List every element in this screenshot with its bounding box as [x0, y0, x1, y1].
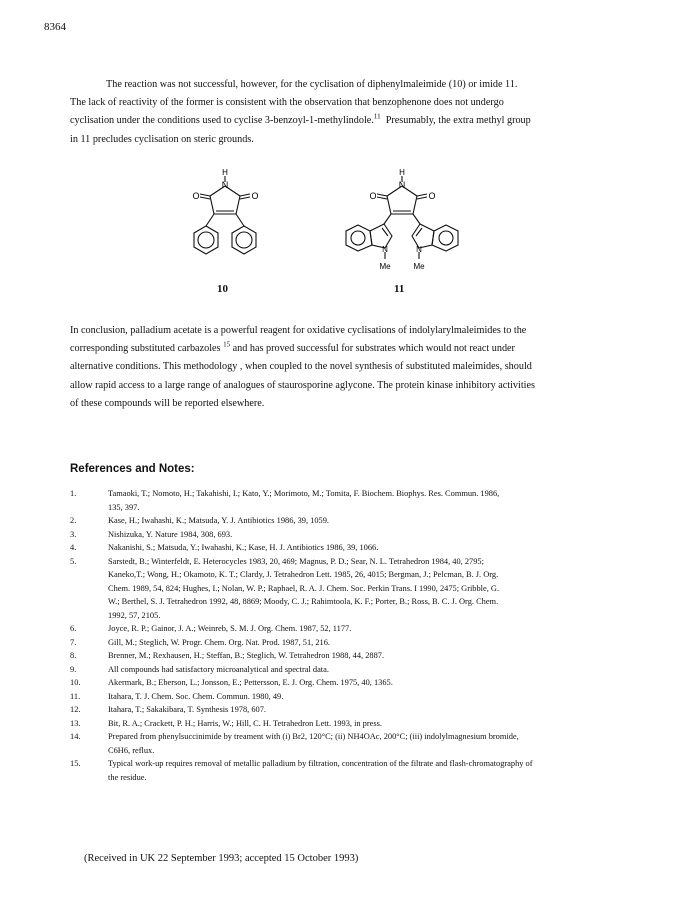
reference-number: 10.: [70, 678, 81, 687]
s10-o-left: O: [192, 191, 200, 201]
reference-line: W.; Berthel, S. J. Tetrahedron 1992, 48, 8869; Moody, C. J.; Rahimtoola, K. F.; Porter, B.; Ross, B. C. J. Org. Chem.: [108, 597, 499, 606]
reference-text: [108, 730, 630, 757]
footnote-ref-15: 15: [223, 340, 231, 349]
s10-o-right: O: [251, 191, 259, 201]
reference-text: [108, 487, 630, 514]
reference-line: C6H6, reflux.: [108, 745, 155, 755]
structure-11: [322, 168, 482, 278]
reference-item: [70, 622, 630, 636]
reference-line: the residue.: [108, 772, 147, 782]
reference-text: [108, 636, 630, 650]
reference-line: Kase, H.; Iwahashi, K.; Matsuda, Y. J. Antibiotics 1986, 39, 1059.: [108, 516, 329, 525]
reference-line: All compounds had satisfactory microanalytical and spectral data.: [108, 664, 329, 674]
reference-line: Itahara, T.; Sakakibara, T. Synthesis 1978, 607.: [108, 705, 267, 714]
s11-h-atom: H: [399, 168, 405, 177]
references-list: [70, 487, 630, 784]
p1-line-3-text: cyclisation under the conditions used to cyclise 3-benzoyl-1-methylindole.: [70, 115, 374, 127]
reference-line: Nishizuka, Y. Nature 1984, 308, 693.: [108, 529, 233, 539]
reference-line: 1992, 57, 2105.: [108, 610, 161, 620]
reference-text: [108, 663, 630, 677]
p1-line-4: in 11 precludes cyclisation on steric grounds.: [70, 133, 254, 145]
reference-number: 5.: [70, 556, 77, 566]
reference-item: [70, 555, 630, 623]
reference-line: Sarstedt, B.; Winterfeldt, E. Heterocycles 1983, 20, 469; Magnus, P. D.; Sear, N. L. Tetrahedron 1984, 40, 2795;: [108, 556, 484, 566]
p1-line-1: The reaction was not successful, however, for the cyclisation of diphenylmaleimide (10) or imide 11.: [106, 79, 518, 90]
p2-line-2-tail: and has proved successful for substrates which would not react under: [232, 343, 515, 355]
paragraph-2: [70, 322, 614, 413]
reference-text: [108, 622, 630, 636]
reference-line: Prepared from phenylsuccinimide by treament with (i) Br2, 120°C; (ii) NH4OAc, 200°C; (iii) indolylmagnesium bromide,: [108, 732, 519, 741]
reference-number: 4.: [70, 543, 77, 552]
reference-item: [70, 649, 630, 663]
reference-line: Chem. 1989, 54, 824; Hughes, I.; Nolan, W. P.; Raphael, R. A. J. Chem. Soc. Perkin Trans. I 1990, 2475; Gribble, G.: [108, 583, 500, 593]
structure-10: [170, 168, 280, 273]
footnote-ref-11: 11: [373, 113, 381, 122]
s11-o-left: O: [369, 191, 377, 201]
reference-line: 135, 397.: [108, 502, 140, 512]
s10-n-atom: N: [221, 180, 229, 190]
reference-line: Itahara, T. J. Chem. Soc. Chem. Commun. 1980, 49.: [108, 691, 284, 701]
reference-number: 11.: [70, 691, 81, 701]
reference-item: [70, 730, 630, 757]
p2-line-3: alternative conditions. This methodology , when coupled to the novel synthesis of substituted maleimides, should: [70, 361, 532, 373]
p2-line-2: [70, 340, 614, 358]
s11-n-right: N: [416, 245, 422, 254]
reference-line: Joyce, R. P.; Gainor, J. A.; Weinreb, S. M. J. Org. Chem. 1987, 52, 1177.: [108, 624, 352, 633]
p1-line-2: The lack of reactivity of the former is consistent with the observation that benzophenone does not undergo: [70, 97, 504, 109]
reference-text: [108, 690, 630, 704]
reference-number: 8.: [70, 651, 77, 660]
reference-line: Akermark, B.; Eberson, L.; Jonsson, E.; Pettersson, E. J. Org. Chem. 1975, 40, 1365.: [108, 678, 393, 687]
reference-number: 2.: [70, 516, 77, 525]
s11-me-right: Me: [413, 262, 425, 271]
references-heading: References and Notes:: [70, 463, 195, 475]
reference-number: 1.: [70, 489, 77, 498]
reference-line: Nakanishi, S.; Matsuda, Y.; Iwahashi, K.; Kase, H. J. Antibiotics 1986, 39, 1066.: [108, 543, 379, 552]
s11-o-right: O: [428, 191, 436, 201]
reference-item: [70, 528, 630, 542]
reference-text: [108, 649, 630, 663]
reference-item: [70, 703, 630, 717]
p1-line-3: [70, 112, 614, 130]
reference-text: [108, 541, 630, 555]
reference-number: 14.: [70, 732, 81, 741]
s11-n-left: N: [382, 245, 388, 254]
p2-line-5: of these compounds will be reported elsewhere.: [70, 397, 265, 409]
reference-number: 13.: [70, 718, 81, 728]
paragraph-1: [70, 76, 614, 149]
reference-number: 12.: [70, 705, 81, 714]
reference-text: [108, 703, 630, 717]
reference-line: Gill, M.; Steglich, W. Progr. Chem. Org. Nat. Prod. 1987, 51, 216.: [108, 637, 331, 647]
s11-n-atom: N: [398, 180, 406, 190]
reference-line: Typical work-up requires removal of metallic palladium by filtration, concentration of the filtrate and flash-chromatography of: [108, 759, 533, 768]
reference-number: 6.: [70, 624, 77, 633]
reference-number: 9.: [70, 664, 77, 674]
reference-item: [70, 676, 630, 690]
p2-line-2-text: corresponding substituted carbazoles: [70, 343, 221, 355]
s11-me-left: Me: [379, 262, 391, 271]
reference-line: Kaneko,T.; Wong, H.; Okamoto, K. T.; Clardy, J. Tetrahedron Lett. 1985, 26, 4015; Bergman, J.; Pelcman, B. J. Org.: [108, 570, 499, 579]
reference-text: [108, 757, 630, 784]
reference-line: Tamaoki, T.; Nomoto, H.; Takahishi, I.; Kato, Y.; Morimoto, M.; Tomita, F. Biochem. Biophys. Res. Commun. 1986,: [108, 489, 500, 498]
reference-number: 15.: [70, 759, 81, 768]
compound-label-11: 11: [394, 283, 405, 295]
reference-item: [70, 541, 630, 555]
s10-h-atom: H: [222, 168, 228, 177]
reference-text: [108, 676, 630, 690]
p2-line-4: allow rapid access to a large range of analogues of staurosporine aglycone. The protein kinase inhibitory activities: [70, 379, 535, 391]
reference-item: [70, 663, 630, 677]
reference-line: Bit, R. A.; Crackett, P. H.; Harris, W.; Hill, C. H. Tetrahedron Lett. 1993, in press.: [108, 718, 382, 728]
reference-number: 7.: [70, 637, 77, 647]
reference-item: [70, 514, 630, 528]
reference-item: [70, 717, 630, 731]
reference-line: Brenner, M.; Rexhausen, H.; Steffan, B.; Steglich, W. Tetrahedron 1988, 44, 2887.: [108, 651, 385, 660]
compound-label-10: 10: [217, 283, 228, 295]
reference-item: [70, 487, 630, 514]
p1-line-3-tail: Presumably, the extra methyl group: [385, 115, 531, 127]
received-note: (Received in UK 22 September 1993; accepted 15 October 1993): [84, 853, 359, 864]
reference-item: [70, 690, 630, 704]
reference-number: 3.: [70, 529, 77, 539]
reference-item: [70, 757, 630, 784]
reference-text: [108, 717, 630, 731]
reference-text: [108, 555, 630, 623]
reference-text: [108, 514, 630, 528]
reference-item: [70, 636, 630, 650]
reference-text: [108, 528, 630, 542]
p2-line-1: In conclusion, palladium acetate is a powerful reagent for oxidative cyclisations of indolylarylmaleimides to the: [70, 325, 527, 336]
page-number: 8364: [44, 21, 66, 33]
